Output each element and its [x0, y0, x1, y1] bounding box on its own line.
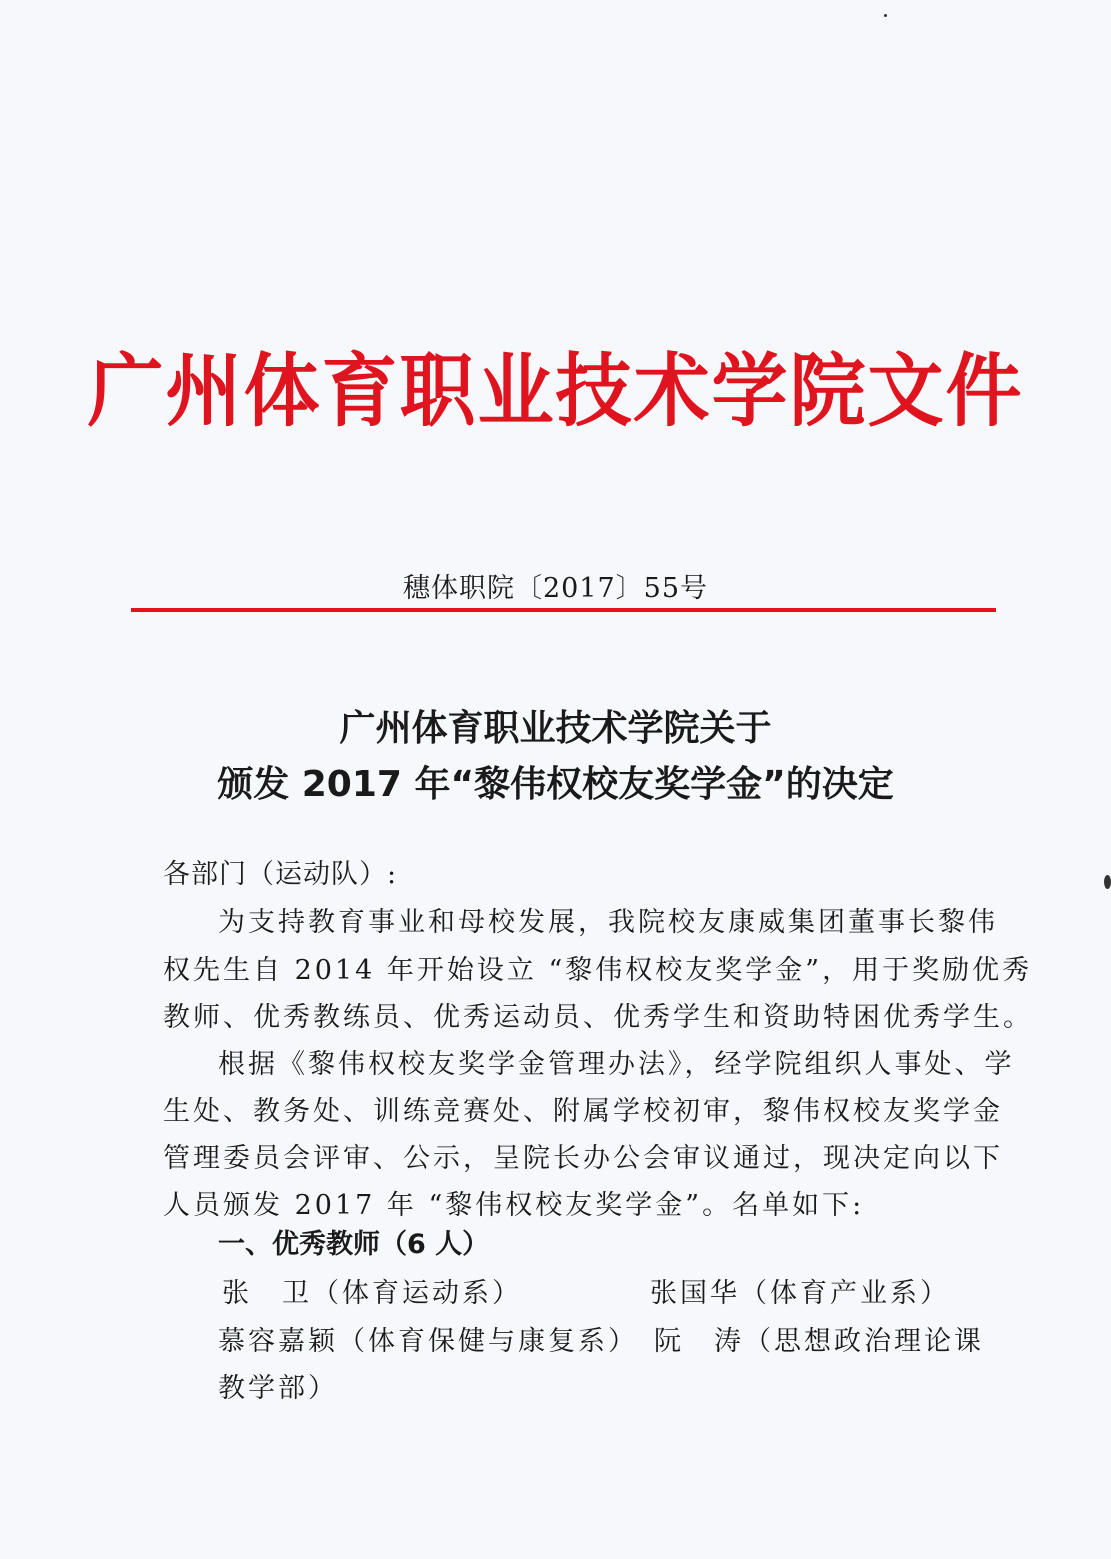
paragraph-line: 教师、优秀教练员、优秀运动员、优秀学生和资助特困优秀学生。 [163, 1002, 1033, 1033]
section-heading: 一、优秀教师（6 人） [218, 1229, 490, 1260]
awardee-entry: 慕容嘉颖（体育保健与康复系） [218, 1326, 638, 1357]
awardee-entry: 张国华（体育产业系） [650, 1278, 950, 1309]
scan-edge-mark [1104, 875, 1111, 889]
awardee-entry: 教学部） [218, 1373, 338, 1404]
document-title-line2: 颁发 2017 年“黎伟权校友奖学金”的决定 [217, 764, 894, 805]
paragraph-line: 根据《黎伟权校友奖学金管理办法》，经学院组织人事处、学 [218, 1049, 1015, 1080]
salutation: 各部门（运动队）: [163, 859, 398, 890]
paragraph-line: 生处、教务处、训练竞赛处、附属学校初审，黎伟权校友奖学金 [163, 1096, 1003, 1127]
document-number: 穗体职院〔2017〕55号 [402, 573, 709, 604]
awardee-entry: 张 卫（体育运动系） [222, 1278, 522, 1309]
header-title: 广州体育职业技术学院文件 [87, 344, 1024, 438]
awardee-entry: 阮 涛（思想政治理论课 [654, 1326, 984, 1357]
paragraph-line: 为支持教育事业和母校发展，我院校友康威集团董事长黎伟 [218, 907, 998, 938]
paragraph-line: 管理委员会评审、公示，呈院长办公会审议通过，现决定向以下 [163, 1143, 1003, 1174]
paragraph-line: 人员颁发 2017 年 “黎伟权校友奖学金”。名单如下: [163, 1190, 865, 1221]
document-title-line1: 广州体育职业技术学院关于 [339, 708, 772, 749]
scan-dust-mark [884, 14, 887, 17]
red-divider [131, 608, 996, 612]
paragraph-line: 权先生自 2014 年开始设立 “黎伟权校友奖学金”，用于奖励优秀 [163, 955, 1033, 986]
